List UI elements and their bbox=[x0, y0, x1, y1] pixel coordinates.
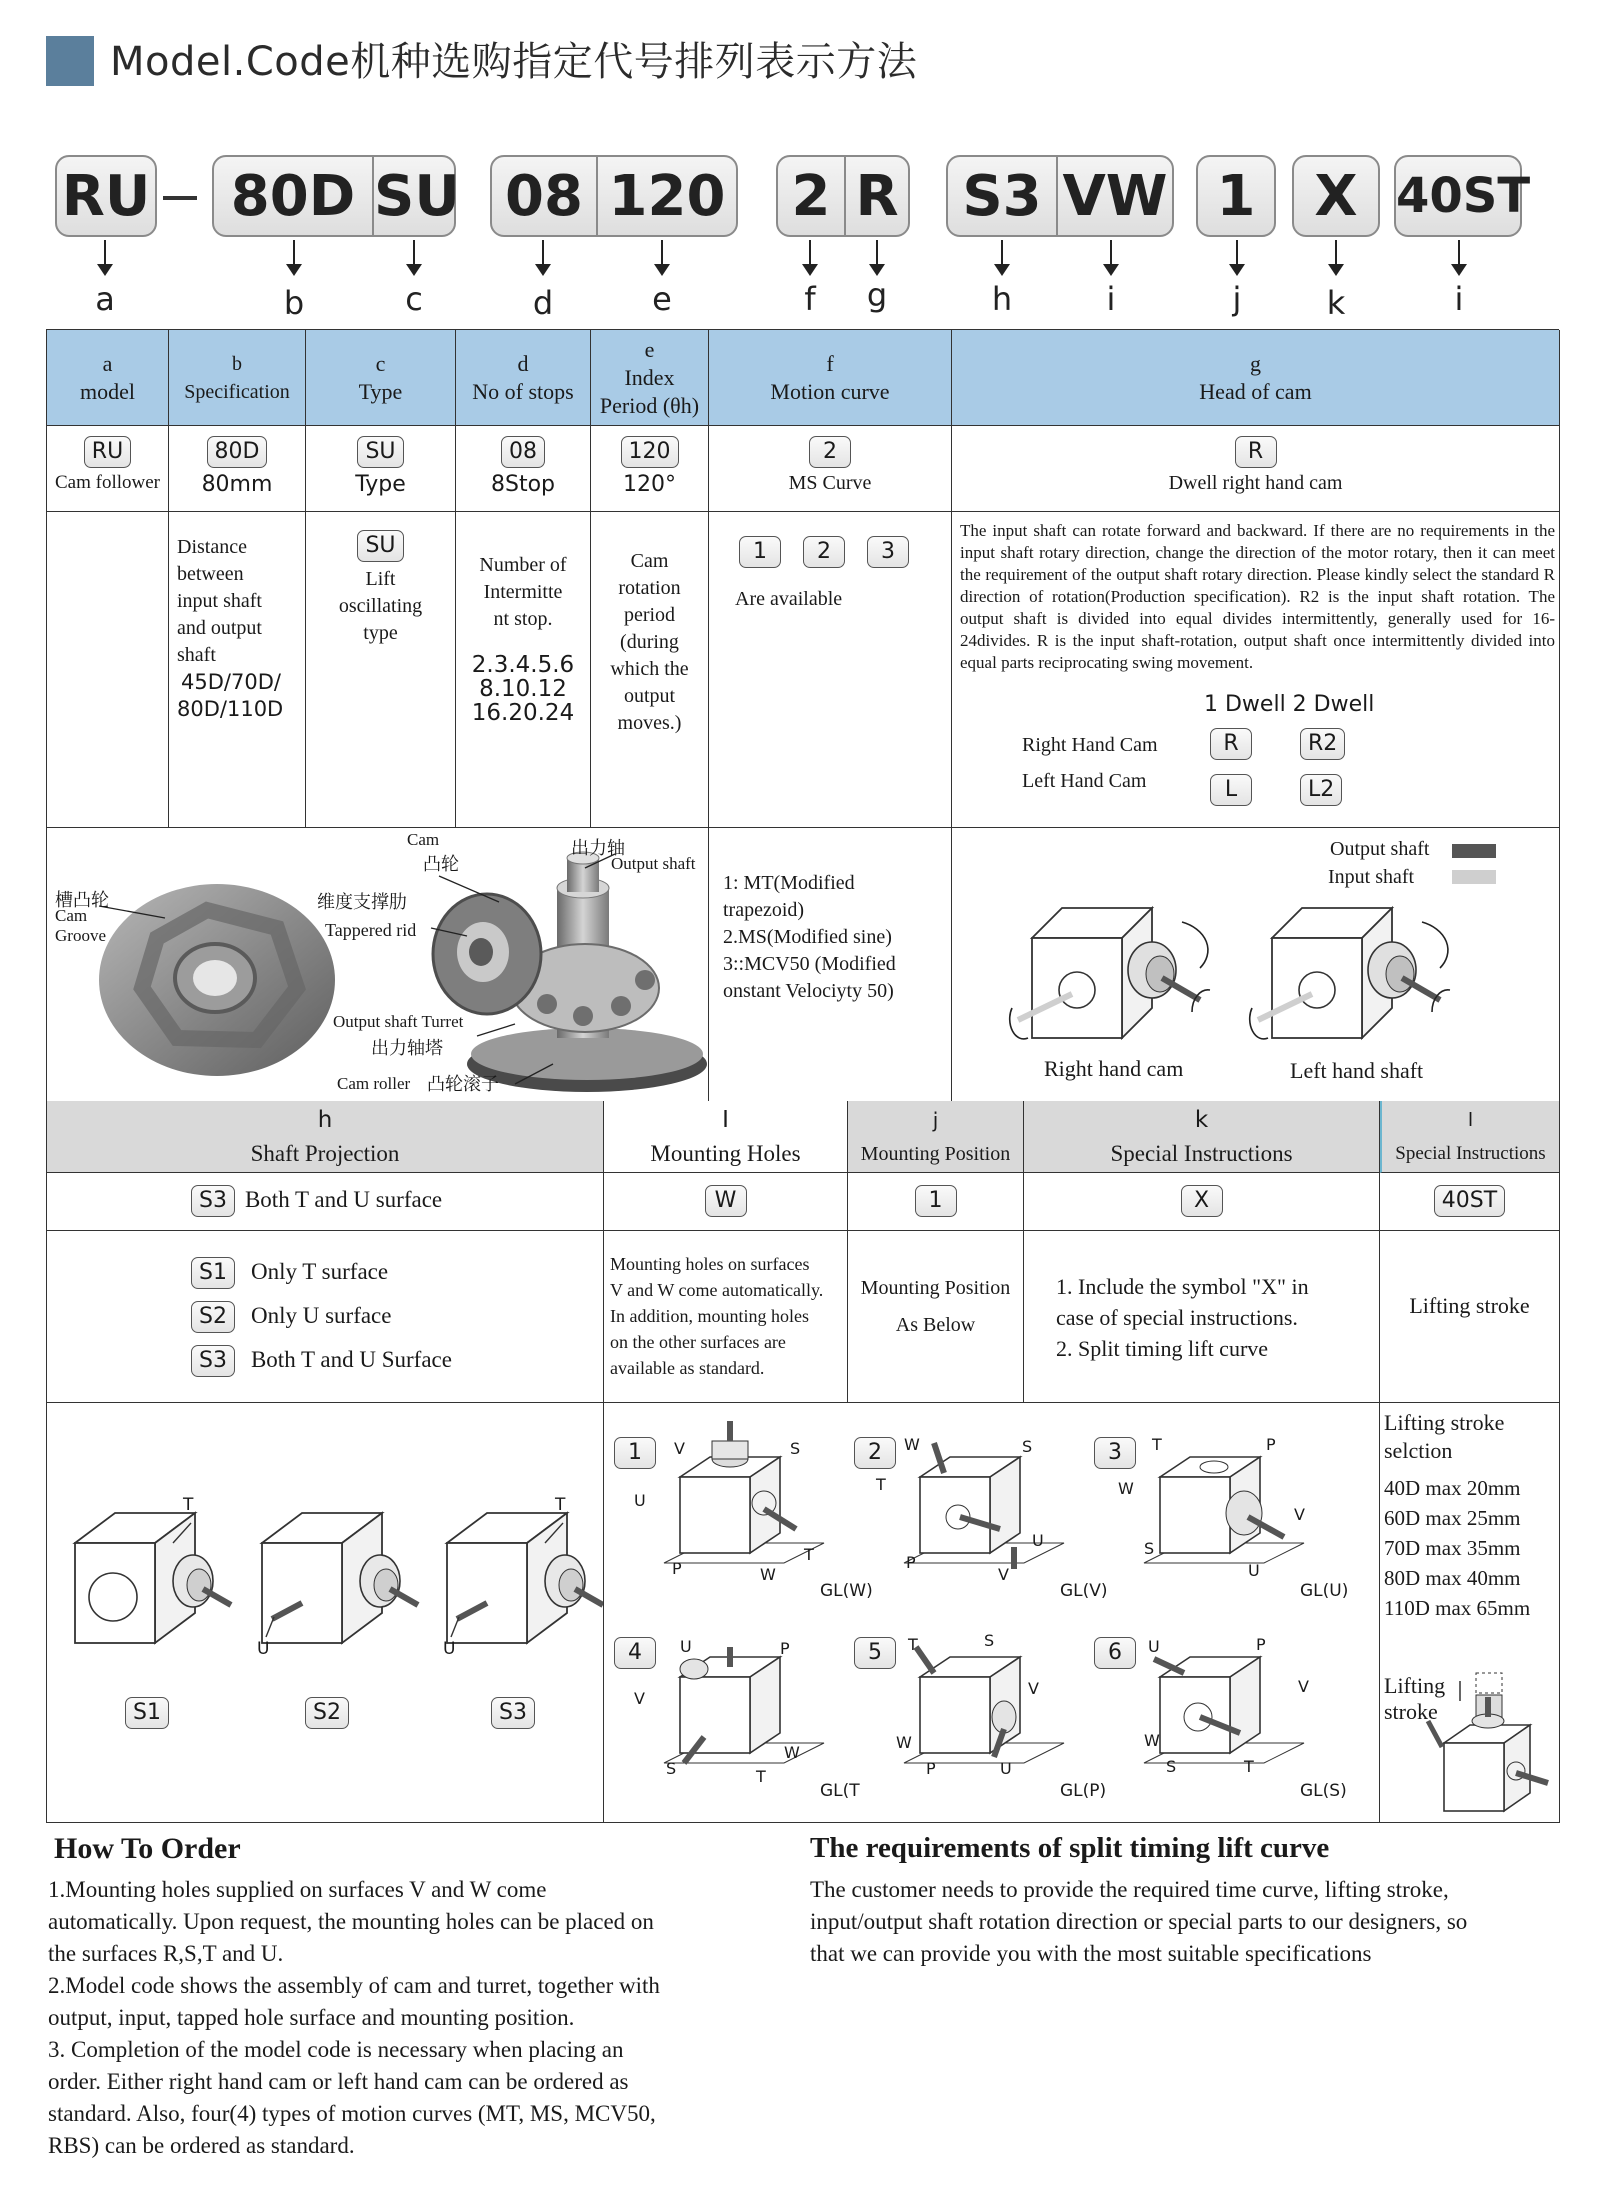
legend-output: Output shaft bbox=[1330, 838, 1430, 860]
position-badge-2: 2 bbox=[854, 1437, 896, 1469]
position-gl-4: GL(T bbox=[820, 1781, 860, 1801]
arrow-l bbox=[1458, 240, 1460, 266]
row1-curve: 2 MS Curve bbox=[709, 426, 952, 512]
code-letter-a: a bbox=[95, 280, 115, 318]
header-type: c Type bbox=[306, 330, 456, 426]
code-pill-stops-period: 08 120 bbox=[490, 155, 738, 237]
row2-head: The input shaft can rotate forward and backward. If there are no requirements in the input shaft rotary direction, change the direction of the motor rotary, then it can meet the requirement of the output shaft rotary direction. Please kindly select the standard R direction of rotation(Production specification). R2 is the input shaft rotation. The output shaft is divided into equal divides intermittently, generally used for 16-24divides. R is the input shaft-rotation, output shaft once intermittently divided into equal parts reciprocating swing movement. 1 Dwell 2 Dwell Right Hand Cam Left Hand Cam R R2 L L2 bbox=[952, 512, 1560, 828]
position-gl-2: GL(V) bbox=[1060, 1581, 1108, 1601]
position-badge-6: 6 bbox=[1094, 1637, 1136, 1669]
code-letter-d: d bbox=[532, 284, 554, 322]
code-letter-g: g bbox=[866, 276, 888, 314]
caption-left-hand-shaft: Left hand shaft bbox=[1290, 1058, 1424, 1083]
code-letter-l: i bbox=[1454, 280, 1464, 318]
requirements-title: The requirements of split timing lift curve bbox=[810, 1832, 1330, 1864]
table-2 bbox=[46, 1101, 1559, 1823]
position-2-icon bbox=[904, 1443, 1064, 1569]
mounting-position-figures bbox=[604, 1403, 1380, 1823]
row1-holes: W bbox=[604, 1173, 848, 1231]
position-gl-6: GL(S) bbox=[1300, 1781, 1347, 1801]
row2-type: SU Lift oscillating type bbox=[306, 512, 456, 828]
position-6-icon bbox=[1144, 1657, 1304, 1763]
label-cam: Cam bbox=[407, 830, 440, 849]
label-turret-cn: 出力轴塔 bbox=[371, 1038, 443, 1059]
row3-mounting-positions: 1 2 3 4 5 6 GL(W) GL(V) GL(U) GL(T GL(P) GL(S) V S U P W T W S T P V U T P W V S U U P V W S T T S V W P U U P V W S T bbox=[604, 1403, 1380, 1823]
s2-box-icon bbox=[262, 1513, 418, 1643]
header-mounting-position: j Mounting Position bbox=[848, 1101, 1024, 1173]
row3-curves: 1: MT(Modified trapezoid) 2.MS(Modified sine) 3::MCV50 (Modified onstant Velociyty 50) bbox=[709, 828, 952, 1102]
label-cam-groove-cn: 槽凸轮 bbox=[55, 890, 109, 911]
position-badge-5: 5 bbox=[854, 1637, 896, 1669]
arrow-j bbox=[1236, 240, 1238, 266]
header-mounting-holes: I Mounting Holes bbox=[604, 1101, 848, 1173]
code-pill-model: RU bbox=[55, 155, 157, 237]
row1-spec: 80D 80mm bbox=[169, 426, 306, 512]
row1-special: X bbox=[1024, 1173, 1380, 1231]
row2-model bbox=[47, 512, 169, 828]
row3-rotation bbox=[952, 828, 1560, 1102]
position-gl-5: GL(P) bbox=[1060, 1781, 1107, 1801]
arrow-b bbox=[293, 240, 295, 266]
code-letter-e: e bbox=[652, 280, 672, 318]
lifting-figure-label: Lifting stroke bbox=[1384, 1673, 1446, 1724]
code-letter-k: k bbox=[1326, 284, 1346, 322]
code-pill-spec-type: 80D SU bbox=[212, 155, 456, 237]
row1-head: R Dwell right hand cam bbox=[952, 426, 1560, 512]
shaft-projection-figures bbox=[47, 1403, 604, 1823]
row1-shaft: S3 Both T and U surface bbox=[47, 1173, 604, 1231]
s3-u-label: U bbox=[443, 1639, 456, 1659]
arrow-g bbox=[876, 240, 878, 266]
arrow-k bbox=[1335, 240, 1337, 266]
code-letter-c: c bbox=[405, 280, 423, 318]
row2-shaft: S1 Only T surface S2 Only U surface S3 Both T and U Surface bbox=[47, 1231, 604, 1403]
legend-input: Input shaft bbox=[1328, 866, 1415, 888]
row3-cam-illustration bbox=[47, 828, 709, 1102]
label-cam-groove: Cam Groove bbox=[55, 906, 106, 945]
header-specification: b Specification bbox=[169, 330, 306, 426]
row1-period: 120 120° bbox=[591, 426, 709, 512]
row3-lifting-stroke: Lifting stroke selction 40D max 20mm 60D max 25mm 70D max 35mm 80D max 40mm 110D max 65mm Lifting stroke bbox=[1380, 1403, 1560, 1823]
position-badge-3: 3 bbox=[1094, 1437, 1136, 1469]
row1-model: RU Cam follower bbox=[47, 426, 169, 512]
code-pill-stroke: 40ST bbox=[1394, 155, 1522, 237]
label-rib-cn: 维度支撑肋 bbox=[317, 892, 407, 913]
title-marker bbox=[46, 36, 94, 86]
badge-s1: S1 bbox=[125, 1697, 169, 1729]
position-3-icon bbox=[1144, 1457, 1304, 1563]
s2-u-label: U bbox=[257, 1639, 270, 1659]
label-output-cn: 出力轴 bbox=[571, 838, 625, 859]
code-pill-position: 1 bbox=[1196, 155, 1276, 237]
position-badge-1: 1 bbox=[614, 1437, 656, 1469]
arrow-f bbox=[809, 240, 811, 266]
header-special-instructions-2: l Special Instructions bbox=[1380, 1101, 1560, 1173]
header-index-period: e Index Period (θh) bbox=[591, 330, 709, 426]
s1-t-label: T bbox=[183, 1495, 194, 1515]
label-output: Output shaft bbox=[611, 854, 696, 873]
position-gl-3: GL(U) bbox=[1300, 1581, 1349, 1601]
label-cam-cn: 凸轮 bbox=[423, 854, 459, 875]
how-to-order-title: How To Order bbox=[54, 1832, 241, 1865]
header-special-instructions: k Special Instructions bbox=[1024, 1101, 1380, 1173]
header-motion-curve: f Motion curve bbox=[709, 330, 952, 426]
code-dash bbox=[163, 196, 197, 200]
row2-period: Cam rotation period (during which the output moves.) bbox=[591, 512, 709, 828]
code-letter-f: f bbox=[804, 280, 816, 318]
row2-special: 1. Include the symbol "X" in case of special instructions. 2. Split timing lift curve bbox=[1024, 1231, 1380, 1403]
code-pill-shaft-holes: S3 VW bbox=[946, 155, 1174, 237]
code-pill-special: X bbox=[1292, 155, 1380, 237]
row1-stroke: 40ST bbox=[1380, 1173, 1560, 1231]
row2-stroke: Lifting stroke bbox=[1380, 1231, 1560, 1403]
row2-stops: Number of Intermitte nt stop. 2.3.4.5.6 8.10.12 16.20.24 bbox=[456, 512, 591, 828]
row2-curve: 1 2 3 Are available bbox=[709, 512, 952, 828]
label-roller: Cam roller bbox=[337, 1074, 411, 1093]
position-5-icon bbox=[904, 1647, 1064, 1763]
header-head-of-cam: g Head of cam bbox=[952, 330, 1560, 426]
position-badge-4: 4 bbox=[614, 1637, 656, 1669]
how-to-order-text: 1.Mounting holes supplied on surfaces V and W come automatically. Upon request, the mounting holes can be placed on the surfaces R,S,T and U. 2.Model code shows the assembly of cam and turret, together with output, input, tapped hole surface and mounting position. 3. Completion of the model code is necessary when placing an order. Either right hand cam or left hand cam can be ordered as standard. Also, four(4) types of motion curves (MT, MS, MCV50, RBS) can be ordered as standard. bbox=[48, 1877, 660, 2158]
s3-box-icon bbox=[447, 1513, 603, 1643]
code-letter-h: h bbox=[991, 280, 1013, 318]
position-4-icon bbox=[664, 1647, 824, 1763]
position-gl-1: GL(W) bbox=[820, 1581, 873, 1601]
arrow-c bbox=[413, 240, 415, 266]
arrow-a bbox=[104, 240, 106, 266]
lifting-stroke-icon bbox=[1380, 1661, 1560, 1821]
row1-stops: 08 8Stop bbox=[456, 426, 591, 512]
code-letter-b: b bbox=[283, 284, 305, 322]
requirements-text: The customer needs to provide the required time curve, lifting stroke, input/output shaft rotation direction or special parts to our designers, so that we can provide you with the most suitable specifications bbox=[810, 1877, 1468, 1966]
badge-s3: S3 bbox=[491, 1697, 535, 1729]
row2-holes: Mounting holes on surfaces V and W come automatically. In addition, mounting holes on the other surfaces are available as standard. bbox=[604, 1231, 848, 1403]
caption-right-hand-cam: Right hand cam bbox=[1044, 1056, 1184, 1081]
arrow-h bbox=[1001, 240, 1003, 266]
badge-s2: S2 bbox=[305, 1697, 349, 1729]
row2-position: Mounting Position As Below bbox=[848, 1231, 1024, 1403]
row2-spec: Distance between input shaft and output shaft 45D/70D/ 80D/110D bbox=[169, 512, 306, 828]
arrow-d bbox=[542, 240, 544, 266]
cam-assembly-figure bbox=[47, 828, 709, 1102]
table-1 bbox=[46, 329, 1559, 1101]
header-model: a model bbox=[47, 330, 169, 426]
row1-type: SU Type bbox=[306, 426, 456, 512]
left-hand-shaft-icon bbox=[1250, 908, 1450, 1039]
cam-turret-icon bbox=[433, 852, 707, 1092]
arrow-i bbox=[1110, 240, 1112, 266]
row1-position: 1 bbox=[848, 1173, 1024, 1231]
row3-shaft-projection bbox=[47, 1403, 604, 1823]
code-letter-i: i bbox=[1106, 280, 1116, 318]
s3-t-label: T bbox=[555, 1495, 566, 1515]
label-turret: Output shaft Turret bbox=[333, 1012, 464, 1031]
arrow-e bbox=[661, 240, 663, 266]
code-pill-curve-head: 2 R bbox=[776, 155, 910, 237]
page-title: Model.Code机种选购指定代号排列表示方法 bbox=[110, 39, 918, 85]
s1-box-icon bbox=[75, 1513, 231, 1643]
code-letter-j: j bbox=[1232, 280, 1242, 318]
right-hand-cam-icon bbox=[1010, 908, 1210, 1039]
label-rib: Tappered rid bbox=[325, 920, 417, 940]
header-shaft-projection: h Shaft Projection bbox=[47, 1101, 604, 1173]
header-stops: d No of stops bbox=[456, 330, 591, 426]
label-roller-cn: 凸轮滚子 bbox=[427, 1074, 499, 1095]
